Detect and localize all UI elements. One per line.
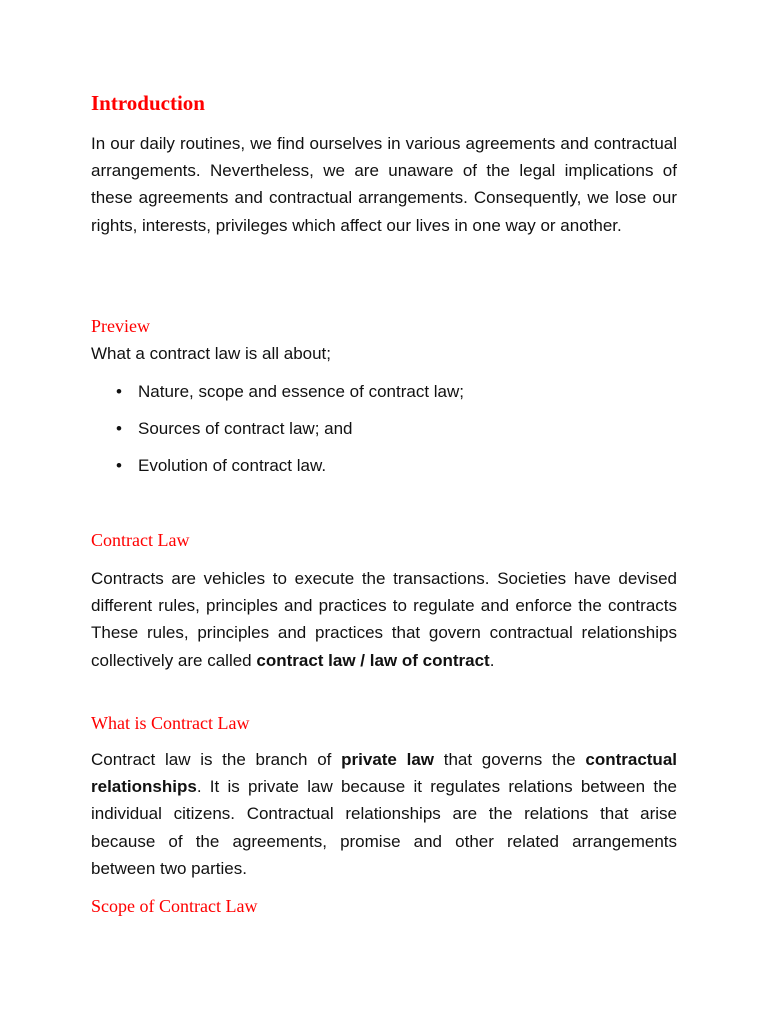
list-item: [91, 380, 464, 404]
intro-heading: Introduction: [91, 91, 205, 115]
list-item: [91, 417, 353, 441]
list-item-text: Nature, scope and essence of contract law;: [138, 382, 465, 401]
bullet-icon: •: [116, 419, 122, 438]
intro-paragraph: In our daily routines, we find ourselves in various agreements and contractual arrangements. Nevertheless, we are unaware of the legal implications of these agreements and contractual arrangements. Consequently, we lose our rights, interests, privileges which affect our lives in one way or another.: [91, 134, 677, 235]
bullet-icon: •: [116, 456, 122, 475]
contract-law-paragraph: [91, 565, 677, 674]
what-is-paragraph: [91, 746, 677, 882]
list-item-text: Evolution of contract law.: [138, 456, 327, 475]
preview-heading: Preview: [91, 316, 150, 336]
contract-law-heading: Contract Law: [91, 530, 190, 550]
list-item-text: Sources of contract law; and: [138, 419, 353, 438]
private-law-term: private law: [341, 750, 435, 769]
contract-law-period: .: [489, 650, 495, 670]
contract-law-term: contract law / law of contract: [256, 650, 490, 670]
what-is-text-2: that governs the: [434, 750, 586, 769]
what-is-text-3: . It is private law because it regulates relations between the individual citizens. Contractual relationships are the relations that arise because of the agreements, promise and other related arrangements between two parties.: [91, 777, 677, 878]
preview-lead: What a contract law is all about;: [91, 344, 332, 363]
scope-heading: Scope of Contract Law: [91, 896, 258, 916]
what-is-heading: What is Contract Law: [91, 713, 250, 733]
what-is-text-1: Contract law is the branch of: [91, 750, 342, 769]
list-item: [91, 454, 326, 478]
bullet-icon: •: [116, 382, 122, 401]
contractual-relationships-term: contractual relationships: [91, 750, 677, 797]
contract-law-text: Contracts are vehicles to execute the transactions. Societies have devised different rules, principles and practices to regulate and enforce the contracts These rules, principles and practices that govern contractual relationships collectively are called: [91, 569, 677, 670]
